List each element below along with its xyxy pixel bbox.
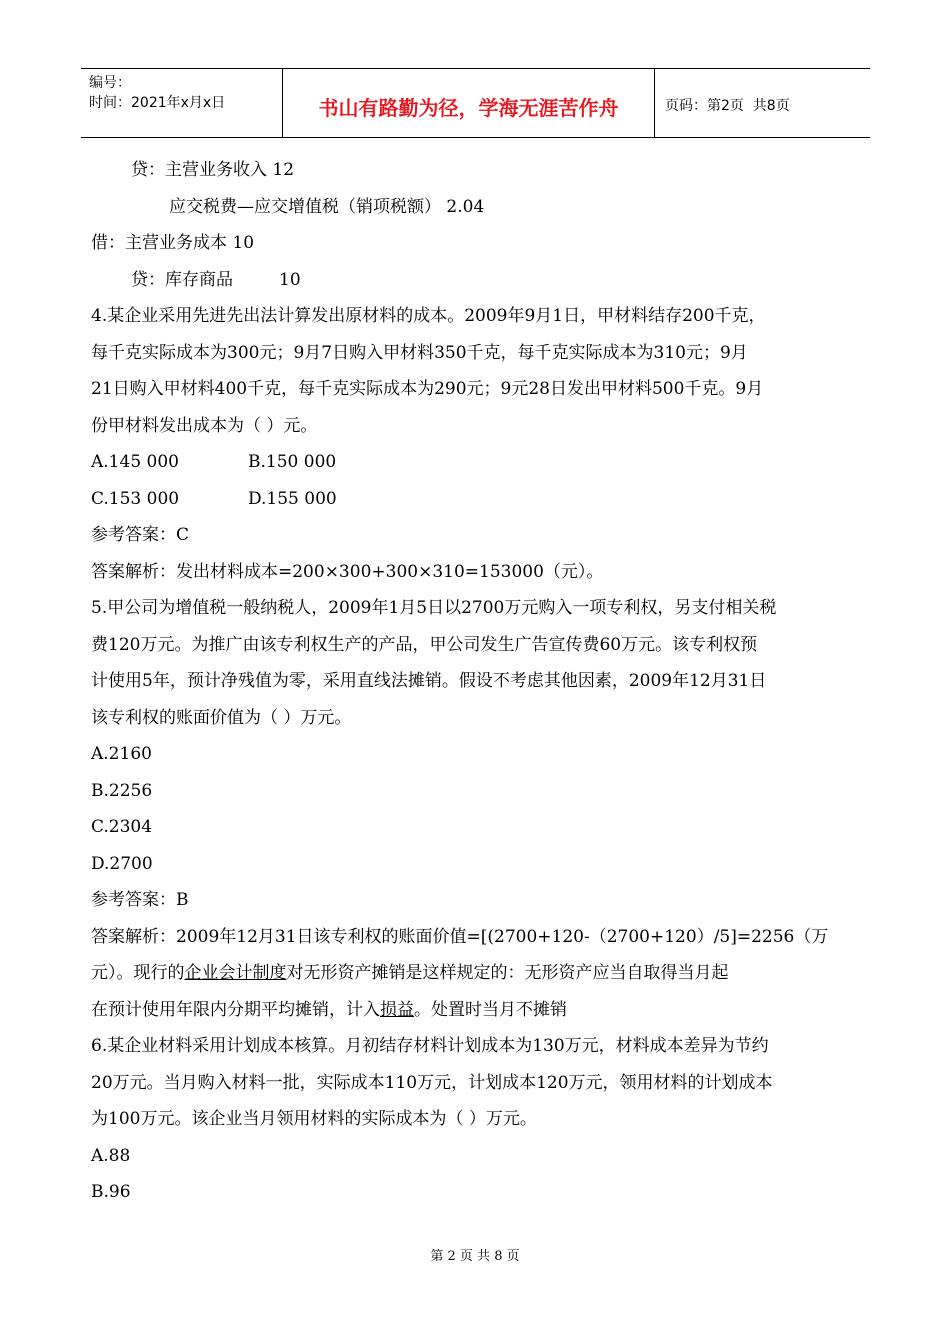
question-5-option-d: D.2700 [91, 853, 153, 874]
question-6-option-b: B.96 [91, 1182, 131, 1202]
date-label: 时间：2021年x月x日 [89, 95, 226, 111]
entry-credit-revenue: 贷：主营业务收入 12 [131, 160, 295, 180]
entry-credit-inventory [91, 262, 861, 299]
question-4-explanation: 答案解析：发出材料成本=200×300+300×310=153000（元）。 [91, 561, 604, 582]
question-5-line-2: 费120万元。为推广由该专利权生产的产品，甲公司发生广告宣传费60万元。该专利权预 [91, 634, 758, 655]
question-4-line-2: 每千克实际成本为300元；9月7日购入甲材料350千克，每千克实际成本为310元；9月 [91, 342, 748, 363]
question-5-line-4: 该专利权的账面价值为（ ）万元。 [91, 707, 352, 728]
page-footer: 第 2 页 共 8 页 [430, 1249, 520, 1264]
explanation-text: 在预计使用年限内分期平均摊销，计入 [91, 999, 380, 1020]
question-5-explanation-2 [91, 955, 861, 992]
question-4-line-4: 份甲材料发出成本为（ ）元。 [91, 415, 318, 436]
question-4-line-1: 4.某企业采用先进先出法计算发出原材料的成本。2009年9月1日，甲材料结存200千克， [91, 306, 766, 326]
entry-credit-inventory-label: 贷：库存商品 [131, 269, 233, 290]
entry-debit-cost: 借：主营业务成本 10 [91, 233, 255, 253]
page-label: 页码：第2页 共8页 [665, 98, 790, 114]
number-label: 编号： [89, 75, 131, 91]
header-right-cell [655, 69, 870, 137]
option-d: D.155 000 [248, 488, 337, 509]
entry-credit-vat: 应交税费—应交增值税（销项税额） 2.04 [169, 196, 485, 217]
explanation-text: 。处置时当月不摊销 [414, 999, 567, 1020]
question-5-option-b: B.2256 [91, 780, 153, 801]
link-profit-loss[interactable]: 损益 [380, 999, 414, 1020]
question-5-explanation-3 [91, 992, 861, 1029]
question-4-line-3: 21日购入甲材料400千克，每千克实际成本为290元；9元28日发出甲材料500千克。9月 [91, 379, 764, 399]
page-header [81, 68, 870, 138]
question-4-answer: 参考答案：C [91, 525, 190, 545]
question-5-option-a: A.2160 [91, 744, 152, 764]
option-a: A.145 000 [91, 452, 179, 472]
question-5-line-3: 计使用5年，预计净残值为零，采用直线法摊销。假设不考虑其他因素，2009年12月31日 [91, 671, 767, 691]
link-accounting-system[interactable]: 企业会计制度 [184, 963, 287, 983]
header-motto: 书山有路勤为径，学海无涯苦作舟 [283, 69, 655, 137]
question-6-option-a: A.88 [91, 1145, 131, 1166]
option-c: C.153 000 [91, 488, 180, 509]
question-6-line-3: 为100万元。该企业当月领用材料的实际成本为（ ）万元。 [91, 1109, 537, 1129]
option-b: B.150 000 [248, 452, 337, 472]
question-5-line-1: 5.甲公司为增值税一般纳税人，2009年1月5日以2700万元购入一项专利权，另支付相关税 [91, 598, 777, 618]
question-5-option-c: C.2304 [91, 817, 153, 837]
question-6-line-2: 20万元。当月购入材料一批，实际成本110万元，计划成本120万元，领用材料的计划成本 [91, 1072, 773, 1093]
header-left-cell [81, 69, 283, 137]
question-4-options-ab [91, 444, 861, 481]
question-6-line-1: 6.某企业材料采用计划成本核算。月初结存材料计划成本为130万元，材料成本差异为节约 [91, 1036, 769, 1056]
question-5-explanation-1: 答案解析：2009年12月31日该专利权的账面价值=[(2700+120-（2700+120）/5]=2256（万 [91, 926, 829, 947]
document-body [91, 152, 861, 1211]
explanation-text: 对无形资产摊销是这样规定的：无形资产应当自取得当月起 [286, 963, 729, 983]
question-5-answer: 参考答案：B [91, 890, 189, 910]
entry-credit-inventory-amount: 10 [279, 269, 301, 290]
question-4-options-cd [91, 481, 861, 518]
explanation-text: 元）。现行的 [91, 963, 185, 983]
